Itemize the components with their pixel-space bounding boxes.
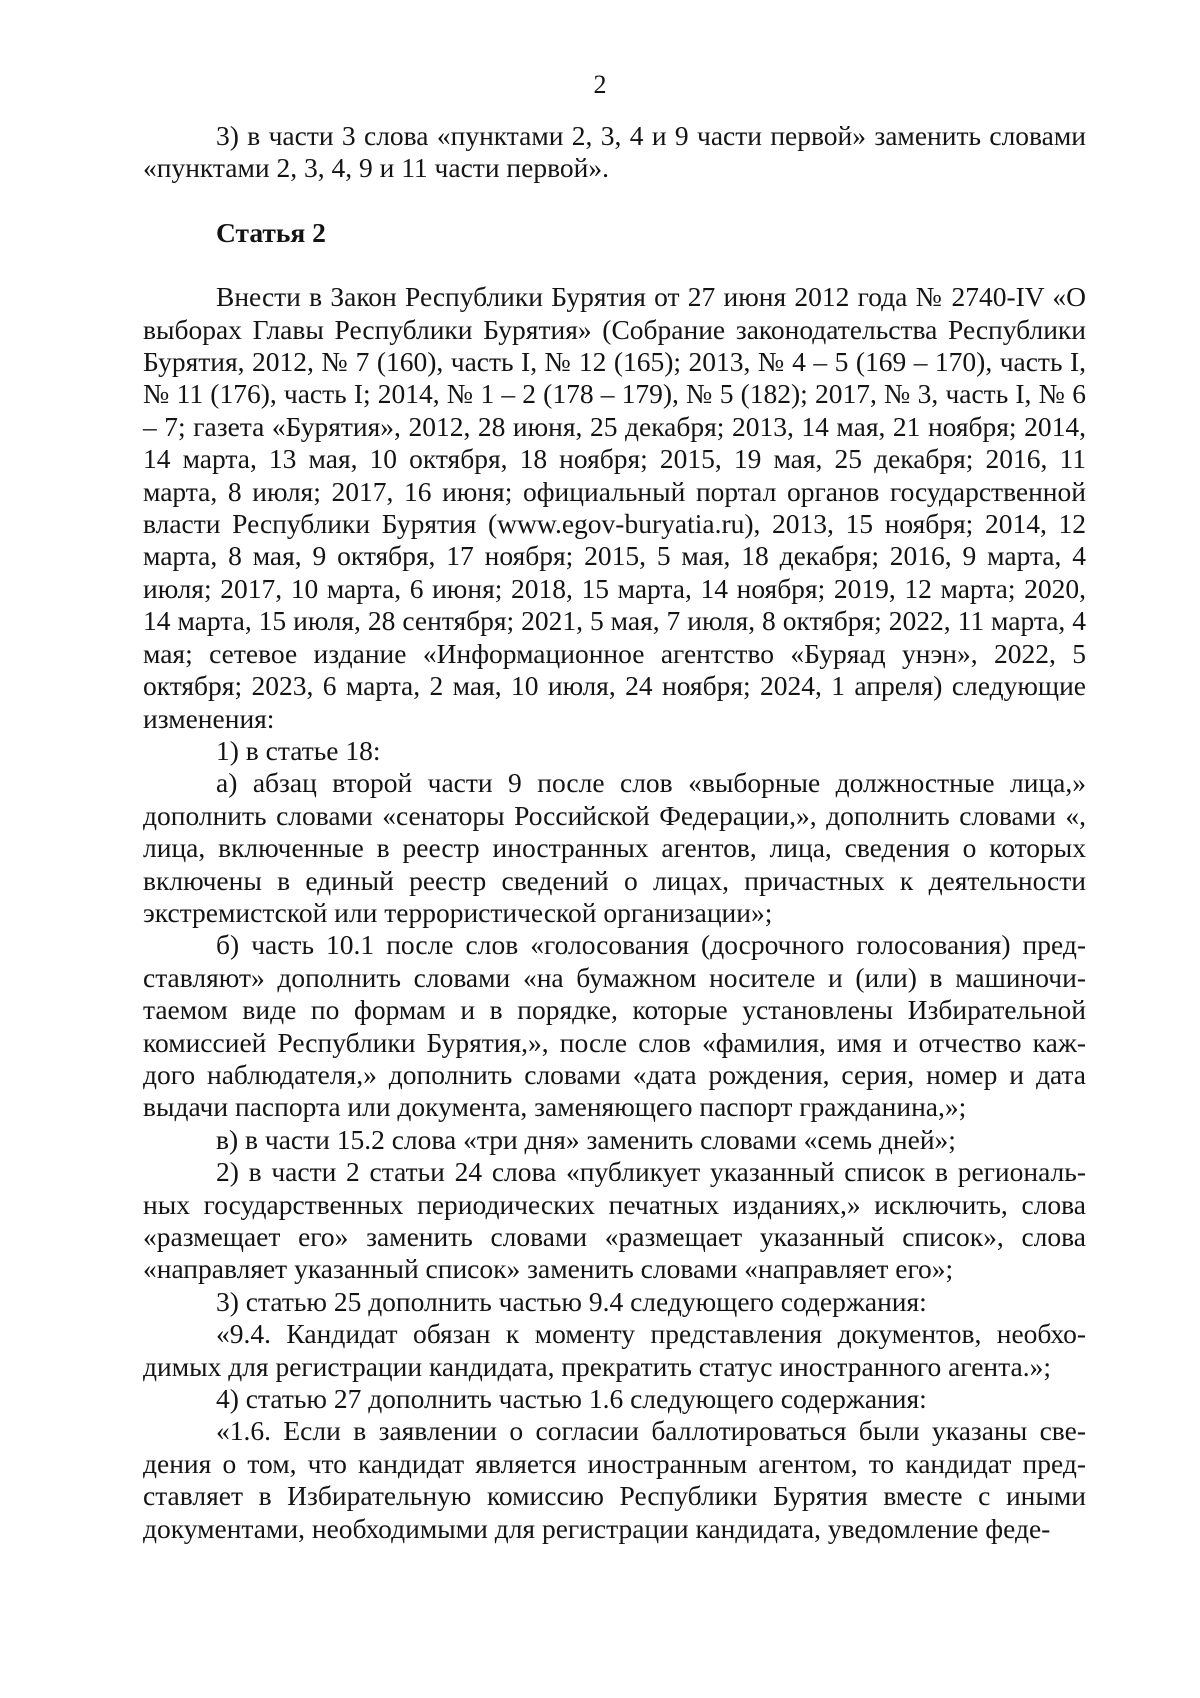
article2-intro: Внести в Закон Республики Бурятия от 27 июня 2012 года № 2740-IV «О выборах Главы Республики Бурятия» (Собрание законодательства Республики Бурятия, 2012, № 7 (160), часть I, № 12 (165); 2013, № 4 – 5 (169 – 170), часть I, № 11 (176), часть I; 2014, № 1 – 2 (178 – 179), № 5 (182); 2017, № 3, часть I, № 6 – 7; газета «Бурятия», 2012, 28 июня, 25 декабря; 2013, 14 мая, 21 ноября; 2014, 14 марта, 13 мая, 10 октября, 18 ноября; 2015, 19 мая, 25 декабря; 2016, 11 марта, 8 июля; 2017, 16 июня; официальный портал органов государственной власти Республики Бурятия (www.egov-buryatia.ru), 2013, 15 ноября; 2014, 12 марта, 8 мая, 9 октября, 17 ноября; 2015, 5 мая, 18 декабря; 2016, 9 марта, 4 июля; 2017, 10 марта, 6 июня; 2018, 15 марта, 14 ноября; 2019, 12 марта; 2020, 14 марта, 15 июля, 28 сентября; 2021, 5 мая, 7 июля, 8 октября; 2022, 11 марта, 4 мая; сетевое издание «Информационное агентство «Буряад унэн», 2022, 5 октября; 2023, 6 марта, 2 мая, 10 июля, 24 ноября; 2024, 1 апреля) следующие изменения: (143, 281, 1086, 734)
article-heading: Статья 2 (216, 216, 326, 248)
article2-item4: 4) статью 27 дополнить частью 1.6 следующего содержания: (216, 1383, 927, 1415)
document-body (143, 120, 1086, 1545)
article2-item1: 1) в статье 18: (216, 734, 381, 766)
page-number: 2 (593, 70, 607, 99)
article2-item2: 2) в части 2 статьи 24 слова «публикует указанный список в региональных государственных периодических печатных изданиях,» исключить, слова «размещает его» заменить словами «размещает указанный список», слова «направляет указанный список» заменить словами «направляет его»; (143, 1156, 1086, 1285)
article2-item1v: в) в части 15.2 слова «три дня» заменить словами «семь дней»; (216, 1123, 956, 1155)
article2-item3: 3) статью 25 дополнить частью 9.4 следующего содержания: (216, 1285, 927, 1317)
article1-item3: 3) в части 3 слова «пунктами 2, 3, 4 и 9 части первой» заменить словами «пунктами 2, 3, 4, 9 и 11 части первой». (143, 120, 1086, 184)
spacer (143, 249, 1086, 281)
spacer (143, 185, 1086, 217)
article2-item3-quote: «9.4. Кандидат обязан к моменту представления документов, необходимых для регистрации кандидата, прекратить статус иностранного агента.»; (143, 1318, 1086, 1382)
article2-item4-quote: «1.6. Если в заявлении о согласии баллотироваться были указаны сведения о том, что кандидат является иностранным агентом, то кандидат представляет в Избирательную комиссию Республики Бурятия вместе с иными документами, необходимыми для регистрации кандидата, уведомление феде- (143, 1415, 1086, 1544)
article2-item1b: б) часть 10.1 после слов «голосования (досрочного голосования) представляют» дополнить словами «на бумажном носителе и (или) в машиночитаемом виде по формам и в порядке, которые установлены Избирательной комиссией Республики Бурятия,», после слов «фамилия, имя и отчество каждого наблюдателя,» дополнить словами «дата рождения, серия, номер и дата выдачи паспорта или документа, заменяющего паспорт гражданина,»; (143, 929, 1086, 1123)
article2-item1a: а) абзац второй части 9 после слов «выборные должностные лица,» дополнить словами «сенаторы Российской Федерации,», дополнить словами «, лица, включенные в реестр иностранных агентов, лица, сведения о которых включены в единый реестр сведений о лицах, причастных к деятельности экстремистской или террористической организации»; (143, 767, 1086, 928)
